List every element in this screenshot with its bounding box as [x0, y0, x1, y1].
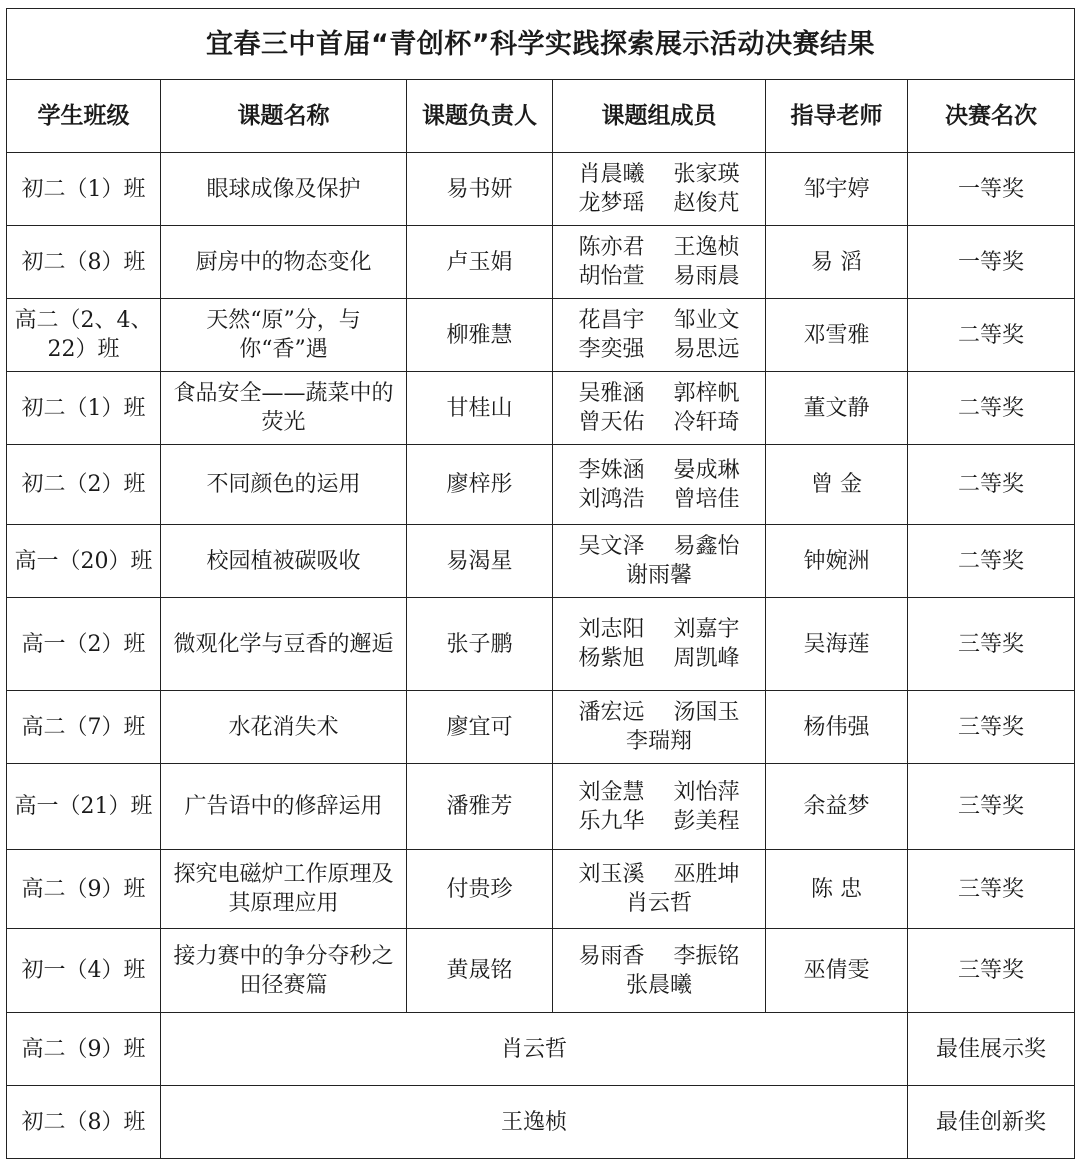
results-sheet [6, 8, 1074, 1159]
class-cell: 高二（9）班 [7, 850, 161, 929]
member-name: 彭美程 [673, 808, 740, 834]
table-row [7, 299, 1075, 372]
members-list [567, 860, 751, 918]
member-name: 谢雨馨 [625, 563, 692, 588]
leader-cell: 潘雅芳 [407, 764, 553, 850]
table-row [7, 598, 1075, 691]
leader-cell: 柳雅慧 [407, 299, 553, 372]
teacher-cell: 吴海莲 [766, 598, 908, 691]
table-row [7, 525, 1075, 598]
member-name: 陈亦君 [578, 235, 645, 260]
winner-name-cell: 肖云哲 [161, 1013, 908, 1086]
member-name: 肖云哲 [625, 891, 692, 916]
leader-cell: 易书妍 [407, 153, 553, 226]
table-row [7, 445, 1075, 525]
topic-cell: 探究电磁炉工作原理及其原理应用 [161, 850, 407, 929]
winner-name-cell: 王逸桢 [161, 1086, 908, 1159]
class-cell: 高一（2）班 [7, 598, 161, 691]
members-cell [553, 299, 766, 372]
rank-cell: 三等奖 [908, 850, 1075, 929]
teacher-cell: 余益梦 [766, 764, 908, 850]
members-list [567, 698, 751, 756]
teacher-cell: 邓雪雅 [766, 299, 908, 372]
results-table [6, 8, 1075, 1159]
member-name: 刘嘉宇 [673, 617, 740, 642]
rank-cell: 一等奖 [908, 153, 1075, 226]
members-list [567, 615, 751, 673]
member-name: 李瑞翔 [625, 729, 692, 754]
table-row [7, 850, 1075, 929]
rank-cell: 三等奖 [908, 929, 1075, 1013]
member-name: 张家瑛 [673, 162, 740, 187]
header-class: 学生班级 [7, 80, 161, 153]
class-cell: 高二（9）班 [7, 1013, 161, 1086]
member-name: 潘宏远 [578, 700, 645, 725]
member-name: 杨紫旭 [578, 646, 645, 671]
award-cell: 最佳展示奖 [908, 1013, 1075, 1086]
leader-cell: 甘桂山 [407, 372, 553, 445]
members-cell [553, 929, 766, 1013]
topic-cell: 眼球成像及保护 [161, 153, 407, 226]
member-name: 刘鸿浩 [578, 486, 645, 512]
member-name: 吴雅涵 [578, 381, 645, 406]
teacher-cell: 邹宇婷 [766, 153, 908, 226]
member-name: 李振铭 [673, 943, 740, 969]
members-cell [553, 764, 766, 850]
members-list [567, 456, 751, 514]
class-cell: 初二（1）班 [7, 153, 161, 226]
leader-cell: 廖梓彤 [407, 445, 553, 525]
award-cell: 最佳创新奖 [908, 1086, 1075, 1159]
class-cell: 高一（20）班 [7, 525, 161, 598]
class-cell: 初一（4）班 [7, 929, 161, 1013]
teacher-cell: 易 滔 [766, 226, 908, 299]
members-cell [553, 372, 766, 445]
topic-cell: 不同颜色的运用 [161, 445, 407, 525]
rank-cell: 二等奖 [908, 299, 1075, 372]
member-name: 乐九华 [578, 808, 645, 834]
rank-cell: 二等奖 [908, 445, 1075, 525]
topic-cell: 校园植被碳吸收 [161, 525, 407, 598]
members-cell [553, 226, 766, 299]
member-name: 李奕强 [578, 337, 645, 362]
rank-cell: 二等奖 [908, 372, 1075, 445]
class-cell: 高一（21）班 [7, 764, 161, 850]
teacher-cell: 巫倩雯 [766, 929, 908, 1013]
teacher-cell: 钟婉洲 [766, 525, 908, 598]
header-topic: 课题名称 [161, 80, 407, 153]
member-name: 邹业文 [673, 308, 740, 333]
member-name: 吴文泽 [578, 534, 645, 559]
leader-cell: 付贵珍 [407, 850, 553, 929]
header-members: 课题组成员 [553, 80, 766, 153]
header-leader: 课题负责人 [407, 80, 553, 153]
member-name: 汤国玉 [673, 700, 740, 725]
member-name: 刘金慧 [578, 779, 645, 805]
member-name: 花昌宇 [578, 308, 645, 333]
members-cell [553, 445, 766, 525]
header-row [7, 80, 1075, 153]
leader-cell: 张子鹏 [407, 598, 553, 691]
members-cell [553, 850, 766, 929]
member-name: 巫胜坤 [673, 862, 740, 887]
table-row [7, 153, 1075, 226]
member-name: 赵俊芃 [673, 191, 740, 216]
class-cell: 初二（2）班 [7, 445, 161, 525]
teacher-cell: 董文静 [766, 372, 908, 445]
member-name: 刘志阳 [578, 617, 645, 642]
leader-cell: 廖宜可 [407, 691, 553, 764]
members-list [567, 532, 751, 590]
class-cell: 高二（2、4、22）班 [7, 299, 161, 372]
member-name: 易思远 [673, 337, 740, 362]
member-name: 刘怡萍 [673, 779, 740, 805]
member-name: 易雨晨 [673, 264, 740, 289]
teacher-cell: 陈 忠 [766, 850, 908, 929]
table-row [7, 226, 1075, 299]
member-name: 周凯峰 [673, 646, 740, 671]
topic-cell: 天然“原”分，与你“香”遇 [161, 299, 407, 372]
members-cell [553, 153, 766, 226]
leader-cell: 易渴星 [407, 525, 553, 598]
rank-cell: 三等奖 [908, 764, 1075, 850]
member-name: 刘玉溪 [578, 862, 645, 887]
member-name: 易鑫怡 [673, 534, 740, 559]
members-cell [553, 598, 766, 691]
special-award-row [7, 1013, 1075, 1086]
members-list [567, 942, 751, 1000]
header-rank: 决赛名次 [908, 80, 1075, 153]
table-row [7, 929, 1075, 1013]
class-cell: 初二（8）班 [7, 226, 161, 299]
class-cell: 初二（8）班 [7, 1086, 161, 1159]
member-name: 李姝涵 [578, 457, 645, 483]
member-name: 冷轩琦 [673, 410, 740, 435]
topic-cell: 接力赛中的争分夺秒之田径赛篇 [161, 929, 407, 1013]
class-cell: 高二（7）班 [7, 691, 161, 764]
member-name: 龙梦瑶 [578, 191, 645, 216]
member-name: 易雨香 [578, 943, 645, 969]
rank-cell: 二等奖 [908, 525, 1075, 598]
members-list [567, 233, 751, 291]
header-teacher: 指导老师 [766, 80, 908, 153]
member-name: 曾天佑 [578, 410, 645, 435]
members-cell [553, 525, 766, 598]
special-award-row [7, 1086, 1075, 1159]
topic-cell: 食品安全——蔬菜中的荧光 [161, 372, 407, 445]
members-list [567, 778, 751, 836]
page-title: 宜春三中首届“青创杯”科学实践探索展示活动决赛结果 [7, 9, 1075, 80]
table-row [7, 372, 1075, 445]
rank-cell: 一等奖 [908, 226, 1075, 299]
member-name: 曾培佳 [673, 486, 740, 512]
teacher-cell: 曾 金 [766, 445, 908, 525]
member-name: 胡怡萱 [578, 264, 645, 289]
topic-cell: 广告语中的修辞运用 [161, 764, 407, 850]
rank-cell: 三等奖 [908, 691, 1075, 764]
topic-cell: 微观化学与豆香的邂逅 [161, 598, 407, 691]
member-name: 晏成琳 [673, 457, 740, 483]
members-list [567, 160, 751, 218]
topic-cell: 水花消失术 [161, 691, 407, 764]
table-row [7, 764, 1075, 850]
class-cell: 初二（1）班 [7, 372, 161, 445]
members-list [567, 379, 751, 437]
member-name: 张晨曦 [625, 972, 692, 998]
members-cell [553, 691, 766, 764]
table-row [7, 691, 1075, 764]
leader-cell: 卢玉娟 [407, 226, 553, 299]
members-list [567, 306, 751, 364]
member-name: 郭梓帆 [673, 381, 740, 406]
member-name: 王逸桢 [673, 235, 740, 260]
leader-cell: 黄晟铭 [407, 929, 553, 1013]
topic-cell: 厨房中的物态变化 [161, 226, 407, 299]
rank-cell: 三等奖 [908, 598, 1075, 691]
teacher-cell: 杨伟强 [766, 691, 908, 764]
member-name: 肖晨曦 [578, 162, 645, 187]
